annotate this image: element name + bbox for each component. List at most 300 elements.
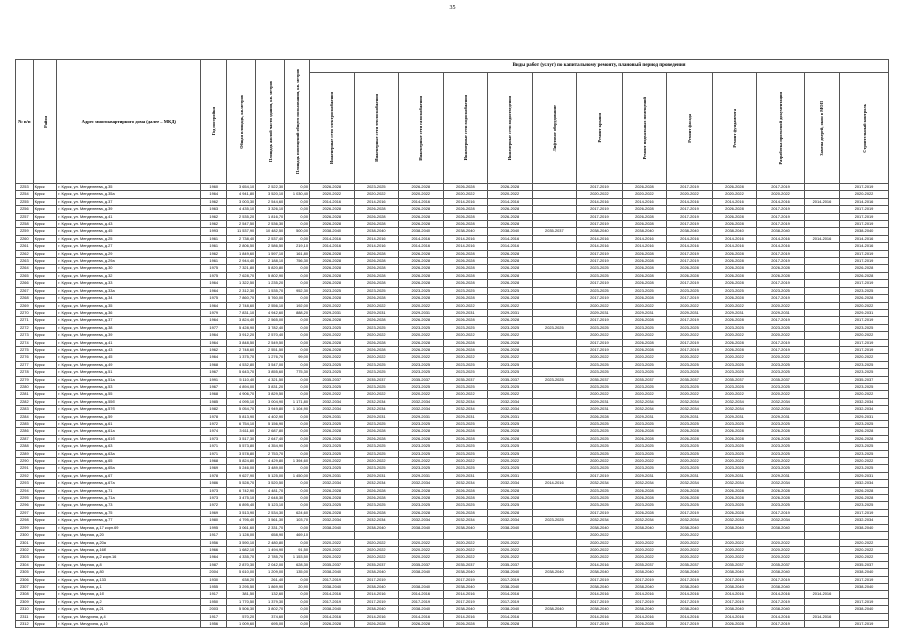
living-area-cell: 3 829,50 [256,391,285,398]
year-cell: 1971 [201,450,227,457]
work-period-cell: 2017-2019 [667,346,713,353]
work-period-cell: 2032-2034 [310,517,355,524]
work-period-cell: 2026-2028 [757,265,805,272]
work-period-cell [532,339,577,346]
work-period-cell: 2032-2034 [667,480,713,487]
work-period-cell [532,532,577,539]
work-period-cell: 2014-2016 [804,235,839,242]
work-period-cell: 2020-2022 [622,302,667,309]
work-period-cell: 2023-2025 [310,369,355,376]
work-period-cell: 2038-2040 [840,606,889,613]
work-period-cell [804,435,839,442]
work-period-cell: 2026-2028 [310,435,355,442]
work-period-cell: 2023-2025 [667,465,713,472]
work-period-cell: 2023-2025 [667,361,713,368]
work-period-cell [804,280,839,287]
col-work-header: Ремонт подвальных помещений [622,73,667,184]
common-area-cell: 0,00 [285,502,310,509]
row-num-cell: 2256 [16,206,34,213]
work-period-cell: 2017-2019 [667,295,713,302]
work-period-cell: 2014-2016 [354,591,399,598]
common-area-cell: 0,00 [285,280,310,287]
work-period-cell: 2017-2019 [667,339,713,346]
work-period-cell: 2017-2019 [577,206,623,213]
work-period-cell: 2023-2025 [577,287,623,294]
work-period-cell: 2017-2019 [757,258,805,265]
work-period-cell: 2023-2025 [667,324,713,331]
work-period-cell: 2032-2034 [577,480,623,487]
work-period-cell: 2017-2019 [354,598,399,605]
work-period-cell: 2020-2022 [577,302,623,309]
total-area-cell: 4 906,70 [227,391,256,398]
work-period-cell: 2038-2040 [712,228,757,235]
work-period-cell: 2029-2031 [712,472,757,479]
year-cell: 1979 [201,309,227,316]
work-period-cell: 2026-2028 [577,413,623,420]
year-cell: 2004 [201,569,227,576]
common-area-cell: 219,10 [285,243,310,250]
row-num-cell: 2261 [16,243,34,250]
work-period-cell: 2017-2019 [577,221,623,228]
work-period-cell: 2038-2040 [443,606,488,613]
row-num-cell: 2294 [16,487,34,494]
work-period-cell: 2023-2025 [712,443,757,450]
work-period-cell: 2017-2019 [310,598,355,605]
year-cell: 1972 [201,421,227,428]
address-cell: г. Курск, ул. Мирная, д.16б [57,546,201,553]
total-area-cell: 4 095,10 [227,398,256,405]
work-period-cell: 2020-2022 [310,391,355,398]
work-period-cell: 2026-2028 [622,317,667,324]
work-period-cell: 2023-2025 [310,287,355,294]
table-row [16,487,889,494]
table-row [16,435,889,442]
table-row [16,295,889,302]
work-period-cell: 2020-2022 [354,546,399,553]
work-period-cell: 2017-2019 [667,206,713,213]
work-period-cell: 2014-2016 [399,235,444,242]
living-area-cell: 2 687,80 [256,428,285,435]
total-area-cell: 5 824,80 [227,458,256,465]
table-row [16,198,889,205]
work-period-cell: 2020-2022 [840,332,889,339]
work-period-cell: 2020-2022 [488,354,533,361]
row-num-cell: 2289 [16,450,34,457]
work-period-cell: 2020-2022 [354,554,399,561]
year-cell: 1961 [201,258,227,265]
address-cell: г. Курск, ул. Менделеева, д.63 [57,443,201,450]
work-period-cell: 2020-2022 [622,458,667,465]
address-cell: г. Курск, ул. Мирная, д.2 корп.16 [57,554,201,561]
work-period-cell: 2023-2025 [840,450,889,457]
district-cell: Курск [33,532,57,539]
year-cell: 1980 [201,517,227,524]
work-period-cell: 2035-2037 [667,561,713,568]
year-cell: 1962 [201,221,227,228]
total-area-cell: 2 738,40 [227,235,256,242]
work-period-cell: 2014-2016 [840,198,889,205]
living-area-cell: 2 331,70 [256,524,285,531]
common-area-cell: 91,50 [285,546,310,553]
work-period-cell: 2032-2034 [399,406,444,413]
living-area-cell: 695,00 [256,620,285,627]
work-period-cell: 2026-2028 [443,435,488,442]
work-period-cell: 2026-2028 [354,265,399,272]
year-cell: 1964 [201,317,227,324]
work-period-cell: 2026-2028 [712,495,757,502]
work-period-cell: 2020-2022 [840,191,889,198]
year-cell: 1963 [201,206,227,213]
col-work-header: Ремонт фасада [667,73,713,184]
work-period-cell: 2014-2016 [757,613,805,620]
work-period-cell: 2020-2022 [712,354,757,361]
work-period-cell: 2023-2025 [443,465,488,472]
work-period-cell [804,317,839,324]
work-period-cell: 2035-2037 [577,376,623,383]
year-cell: 1962 [201,346,227,353]
work-period-cell: 2035-2037 [532,228,577,235]
row-num-cell: 2299 [16,524,34,531]
work-period-cell: 2020-2022 [840,554,889,561]
year-cell: 1977 [201,324,227,331]
work-period-cell: 2020-2022 [840,391,889,398]
work-period-cell: 2020-2022 [757,302,805,309]
work-period-cell: 2023-2025 [712,383,757,390]
total-area-cell: 1 770,50 [227,598,256,605]
work-period-cell: 2023-2025 [399,383,444,390]
address-cell: г. Курск, ул. Менделеева, д.49 [57,361,201,368]
work-period-cell [532,406,577,413]
work-period-cell: 2014-2016 [667,613,713,620]
address-cell: г. Курск, ул. Менделеева, д.61б [57,435,201,442]
year-cell: 1982 [201,406,227,413]
work-period-cell: 2020-2022 [488,302,533,309]
work-period-cell: 2026-2028 [488,339,533,346]
work-period-cell: 2038-2040 [443,569,488,576]
row-num-cell: 2309 [16,598,34,605]
work-period-cell: 2020-2022 [622,332,667,339]
year-cell: 1978 [201,413,227,420]
year-cell: 1974 [201,428,227,435]
work-period-cell [310,532,355,539]
total-area-cell: 7 860,70 [227,295,256,302]
living-area-cell: 2 647,40 [256,435,285,442]
table-header [16,60,889,184]
work-period-cell: 2026-2028 [712,280,757,287]
work-period-cell: 2023-2025 [354,421,399,428]
work-period-cell: 2017-2019 [667,576,713,583]
common-area-cell: 103,70 [285,517,310,524]
work-period-cell: 2020-2022 [443,354,488,361]
living-area-cell: 2 480,80 [256,539,285,546]
year-cell: 1968 [201,361,227,368]
work-period-cell: 2023-2025 [667,383,713,390]
work-period-cell: 2020-2022 [310,546,355,553]
work-period-cell: 2026-2028 [622,620,667,627]
work-period-cell: 2026-2028 [399,250,444,257]
table-row [16,258,889,265]
living-area-cell: 2 537,40 [256,235,285,242]
work-period-cell: 2023-2025 [577,361,623,368]
work-period-cell [804,413,839,420]
common-area-cell: 0,00 [285,613,310,620]
work-period-cell: 2020-2022 [667,332,713,339]
work-period-cell: 2029-2031 [840,472,889,479]
work-period-cell: 2020-2022 [443,539,488,546]
row-num-cell: 2301 [16,539,34,546]
work-period-cell: 2017-2019 [667,280,713,287]
table-row [16,539,889,546]
table-row [16,502,889,509]
work-period-cell: 2020-2022 [622,539,667,546]
work-period-cell: 2026-2028 [488,265,533,272]
work-period-cell: 2014-2016 [399,613,444,620]
work-period-cell [532,361,577,368]
work-period-cell [804,354,839,361]
work-period-cell: 2026-2028 [840,487,889,494]
work-period-cell: 2023-2025 [310,450,355,457]
work-period-cell: 2032-2034 [622,517,667,524]
work-period-cell [804,369,839,376]
work-period-cell: 2023-2025 [577,383,623,390]
work-period-cell: 2014-2016 [354,243,399,250]
table-body [16,184,889,628]
work-period-cell: 2026-2028 [399,495,444,502]
work-period-cell [532,317,577,324]
work-period-cell: 2038-2040 [757,569,805,576]
total-area-cell: 3 513,90 [227,509,256,516]
row-num-cell: 2284 [16,413,34,420]
work-period-cell: 2020-2022 [443,546,488,553]
district-cell: Курск [33,332,57,339]
work-period-cell: 2038-2040 [712,524,757,531]
work-period-cell: 2023-2025 [622,465,667,472]
work-period-cell: 2038-2040 [354,569,399,576]
work-period-cell [532,472,577,479]
table-row [16,458,889,465]
district-cell: Курск [33,391,57,398]
work-period-cell: 2023-2025 [577,265,623,272]
work-period-cell: 2038-2040 [712,606,757,613]
work-period-cell: 2023-2025 [577,487,623,494]
work-period-cell: 2026-2028 [310,265,355,272]
table-row [16,583,889,590]
work-period-cell: 2032-2034 [667,517,713,524]
common-area-cell: 1 153,50 [285,554,310,561]
work-period-cell: 2017-2019 [667,250,713,257]
address-cell: г. Курск, ул. Менделеева, д.71 [57,487,201,494]
common-area-cell: 99,00 [285,354,310,361]
work-period-cell: 2032-2034 [757,398,805,405]
address-cell: г. Курск, ул. Менделеева, д.35а [57,191,201,198]
common-area-cell: 1 450,00 [285,472,310,479]
work-period-cell [840,591,889,598]
work-period-cell: 2038-2040 [354,606,399,613]
work-period-cell: 2026-2028 [667,265,713,272]
common-area-cell: 0,00 [285,221,310,228]
work-period-cell: 2017-2019 [840,206,889,213]
work-period-cell [804,524,839,531]
work-period-cell: 2020-2022 [712,458,757,465]
work-period-cell: 2017-2019 [577,598,623,605]
living-area-cell: 1 235,20 [256,280,285,287]
district-cell: Курск [33,598,57,605]
work-period-cell: 2026-2028 [488,221,533,228]
living-area-cell: 3 855,60 [256,369,285,376]
living-area-cell: 2 534,30 [256,509,285,516]
total-area-cell: 3 824,40 [227,317,256,324]
work-period-cell: 2026-2028 [667,435,713,442]
work-period-cell: 2020-2022 [354,354,399,361]
district-cell: Курск [33,324,57,331]
work-period-cell: 2032-2034 [712,398,757,405]
common-area-cell: 0,00 [285,606,310,613]
work-period-cell: 2026-2028 [399,265,444,272]
work-period-cell: 2017-2019 [667,317,713,324]
district-cell: Курск [33,376,57,383]
work-period-cell: 2032-2034 [712,406,757,413]
living-area-cell: 2 549,50 [256,339,285,346]
work-period-cell: 2032-2034 [840,480,889,487]
address-cell: г. Курск, ул. Менделеева, д.51 [57,369,201,376]
work-period-cell: 2014-2016 [310,243,355,250]
district-cell: Курск [33,465,57,472]
work-period-cell: 2026-2028 [354,280,399,287]
work-period-cell: 2023-2025 [399,443,444,450]
work-period-cell: 2038-2040 [840,524,889,531]
work-period-cell [804,620,839,627]
work-period-cell: 2026-2028 [712,250,757,257]
table-row [16,554,889,561]
work-period-cell: 2029-2031 [488,472,533,479]
work-period-cell: 2029-2031 [840,309,889,316]
work-period-cell: 2020-2022 [354,332,399,339]
common-area-cell: 0,00 [285,428,310,435]
work-period-cell: 2029-2031 [354,413,399,420]
district-cell: Курск [33,346,57,353]
district-cell: Курск [33,317,57,324]
work-period-cell: 2014-2016 [712,243,757,250]
work-period-cell: 2023-2025 [399,450,444,457]
table-row [16,265,889,272]
total-area-cell: 3 295,50 [227,583,256,590]
work-period-cell: 2023-2025 [443,324,488,331]
work-period-cell [532,213,577,220]
address-cell: г. Курск, ул. Менделеева, д.35 [57,184,201,191]
work-period-cell [804,539,839,546]
work-period-cell: 2023-2025 [532,517,577,524]
work-period-cell [804,465,839,472]
work-period-cell: 2017-2019 [840,576,889,583]
work-period-cell: 2020-2022 [840,302,889,309]
work-period-cell: 2017-2019 [667,598,713,605]
living-area-cell: 2 586,50 [256,243,285,250]
work-period-cell: 2020-2022 [757,458,805,465]
common-area-cell: 888,20 [285,309,310,316]
work-period-cell: 2026-2028 [488,258,533,265]
year-cell: 1975 [201,295,227,302]
work-period-cell: 2032-2034 [622,398,667,405]
work-period-cell: 2032-2034 [667,398,713,405]
work-period-cell: 2023-2025 [488,361,533,368]
work-period-cell: 2020-2022 [667,191,713,198]
work-period-cell: 2035-2037 [310,561,355,568]
district-cell: Курск [33,421,57,428]
table-row [16,369,889,376]
work-period-cell: 2017-2019 [667,221,713,228]
work-period-cell: 2020-2022 [443,191,488,198]
row-num-cell: 2269 [16,302,34,309]
work-period-cell: 2026-2028 [399,213,444,220]
district-cell: Курск [33,184,57,191]
col-address-header: Адрес многоквартирного дома (далее – МКД) [57,60,201,184]
living-area-cell: 4 429,80 [256,458,285,465]
work-period-cell: 2026-2028 [443,280,488,287]
common-area-cell: 628,30 [285,561,310,568]
work-period-cell: 2017-2019 [840,509,889,516]
work-period-cell: 2023-2025 [577,502,623,509]
work-period-cell: 2023-2025 [757,287,805,294]
work-period-cell: 2017-2019 [310,576,355,583]
work-period-cell: 2020-2022 [354,539,399,546]
work-period-cell: 2029-2031 [399,413,444,420]
work-period-cell: 2038-2040 [488,524,533,531]
year-cell: 1991 [201,376,227,383]
work-period-cell: 2026-2028 [399,258,444,265]
work-period-cell: 2014-2016 [310,591,355,598]
total-area-cell: 4 941,80 [227,191,256,198]
district-cell: Курск [33,591,57,598]
table-row [16,495,889,502]
col-work-header: Лифтовое оборудование [532,73,577,184]
work-period-cell: 2026-2028 [840,272,889,279]
work-period-cell: 2014-2016 [712,198,757,205]
work-period-cell: 2023-2025 [310,443,355,450]
work-period-cell [804,339,839,346]
table-row [16,472,889,479]
district-cell: Курск [33,428,57,435]
year-cell: 1917 [201,613,227,620]
living-area-cell: 3 802,70 [256,606,285,613]
work-period-cell: 2026-2028 [310,495,355,502]
work-period-cell: 2020-2022 [310,332,355,339]
work-period-cell: 2038-2040 [443,524,488,531]
address-cell: г. Курск, ул. Менделеева, д.41 [57,339,201,346]
work-period-cell: 2026-2028 [488,184,533,191]
work-period-cell: 2032-2034 [757,406,805,413]
work-period-cell: 2026-2028 [712,295,757,302]
work-period-cell: 2023-2025 [622,361,667,368]
table-row [16,443,889,450]
work-period-cell [804,213,839,220]
work-period-cell: 2026-2028 [488,206,533,213]
work-period-cell: 2038-2040 [577,228,623,235]
work-period-cell: 2023-2025 [488,287,533,294]
work-period-cell: 2026-2028 [488,272,533,279]
row-num-cell: 2297 [16,509,34,516]
work-period-cell: 2023-2025 [712,324,757,331]
work-period-cell: 2038-2040 [310,606,355,613]
work-period-cell [532,502,577,509]
total-area-cell: 3 912,20 [227,332,256,339]
work-period-cell: 2020-2022 [399,546,444,553]
work-period-cell [532,546,577,553]
work-period-cell: 2014-2016 [399,243,444,250]
living-area-cell: 2 188,10 [256,258,285,265]
work-period-cell: 2026-2028 [622,265,667,272]
work-period-cell: 2020-2022 [577,539,623,546]
work-period-cell: 2023-2025 [622,450,667,457]
